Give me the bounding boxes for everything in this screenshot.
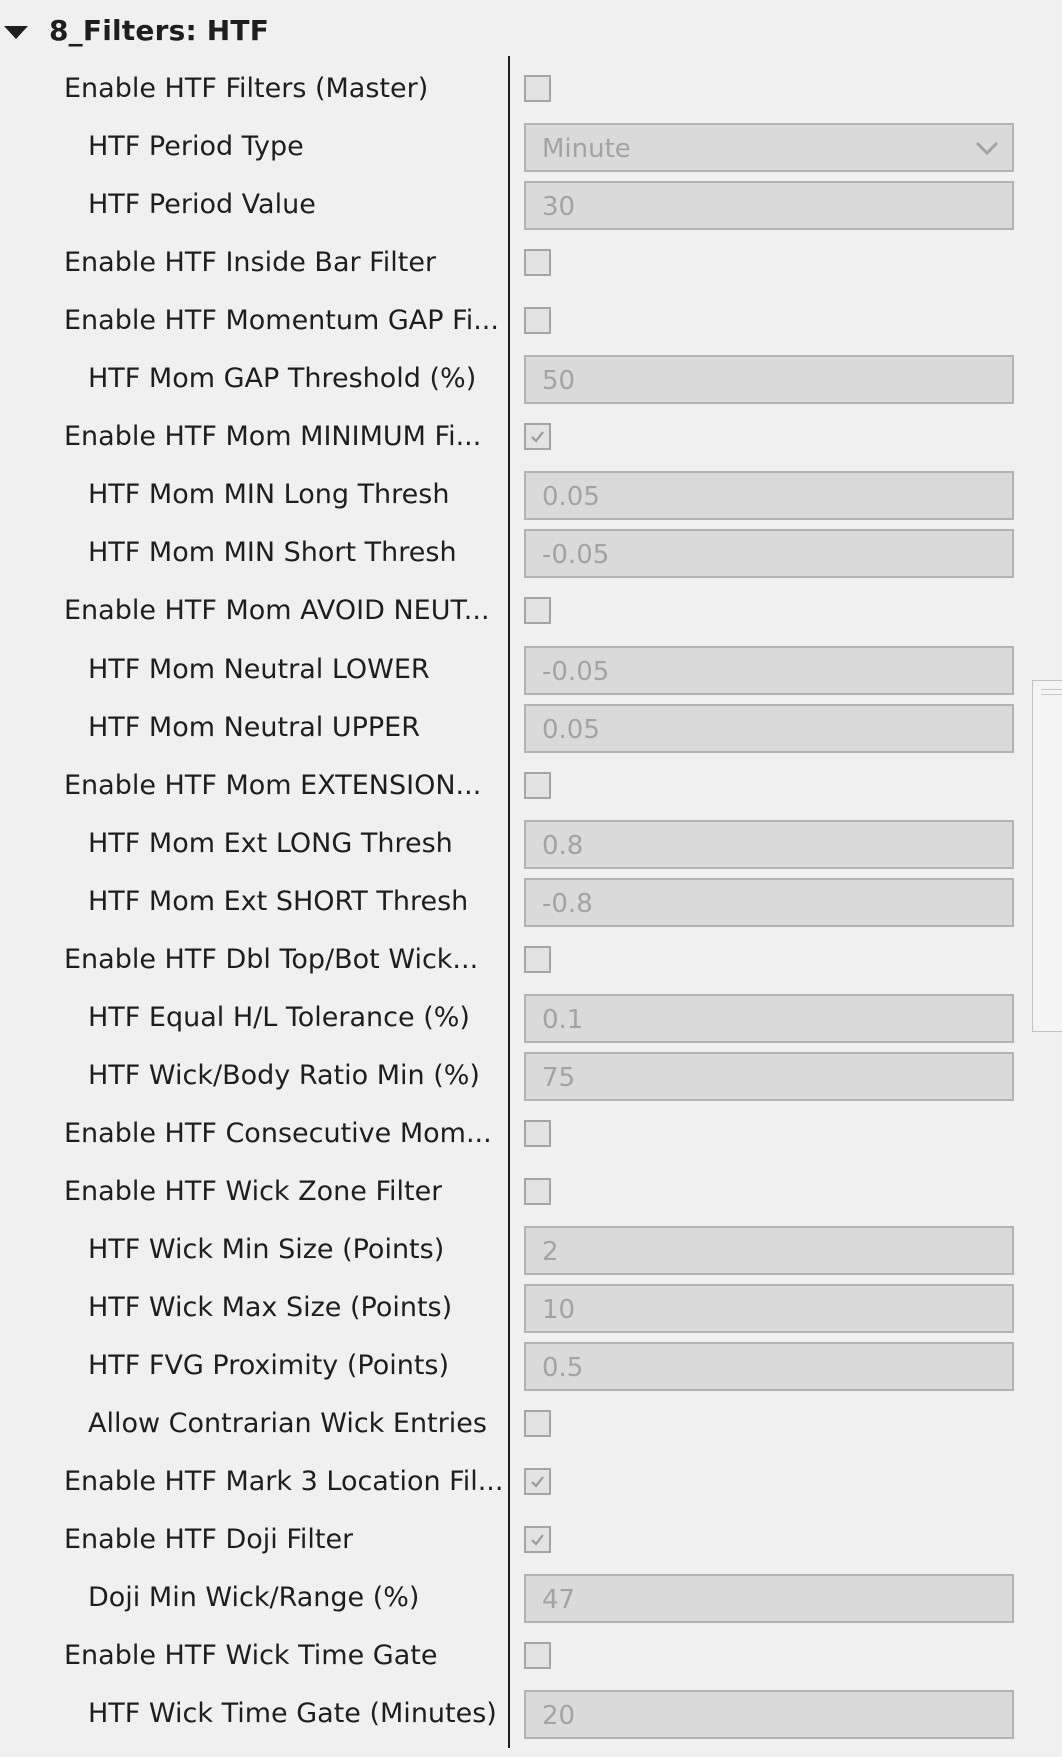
property-input[interactable] xyxy=(524,1690,1014,1739)
property-row xyxy=(0,234,1062,292)
property-value: 0.1 xyxy=(542,1005,584,1035)
property-row xyxy=(0,641,1062,699)
property-label: HTF Wick Max Size (Points) xyxy=(88,1292,453,1323)
property-row xyxy=(0,350,1062,408)
property-row xyxy=(0,1337,1062,1395)
property-row xyxy=(0,1627,1062,1685)
property-label: Doji Min Wick/Range (%) xyxy=(88,1582,420,1613)
chevron-down-icon[interactable] xyxy=(974,137,1000,159)
property-input[interactable] xyxy=(524,646,1014,695)
property-label: HTF Period Type xyxy=(88,131,304,162)
property-row xyxy=(0,524,1062,582)
property-row xyxy=(0,292,1062,350)
property-label: HTF Period Value xyxy=(88,189,316,220)
property-row xyxy=(0,699,1062,757)
property-row xyxy=(0,1511,1062,1569)
property-label: Enable HTF Mark 3 Location Fil... xyxy=(64,1466,504,1497)
property-row xyxy=(0,815,1062,873)
property-row xyxy=(0,1221,1062,1279)
property-label: Enable HTF Consecutive Mom... xyxy=(64,1118,492,1149)
property-value: 10 xyxy=(542,1295,576,1325)
property-label: HTF Mom Ext SHORT Thresh xyxy=(88,886,469,917)
property-input[interactable] xyxy=(524,1052,1014,1101)
property-checkbox[interactable] xyxy=(524,772,551,799)
checkmark-icon xyxy=(526,1470,549,1493)
property-input[interactable] xyxy=(524,181,1014,230)
property-dropdown[interactable] xyxy=(524,123,1014,172)
property-input[interactable] xyxy=(524,820,1014,869)
property-row xyxy=(0,931,1062,989)
property-value: 0.8 xyxy=(542,831,584,861)
property-label: Enable HTF Wick Zone Filter xyxy=(64,1176,443,1207)
property-label: HTF Wick/Body Ratio Min (%) xyxy=(88,1060,480,1091)
property-row xyxy=(0,1047,1062,1105)
property-checkbox[interactable] xyxy=(524,946,551,973)
property-checkbox[interactable] xyxy=(524,423,551,450)
property-value: 0.05 xyxy=(542,482,600,512)
property-input[interactable] xyxy=(524,704,1014,753)
property-row xyxy=(0,466,1062,524)
property-label: Enable HTF Inside Bar Filter xyxy=(64,247,437,278)
property-label: Enable HTF Mom MINIMUM Fi... xyxy=(64,421,482,452)
property-checkbox[interactable] xyxy=(524,1410,551,1437)
property-row xyxy=(0,1279,1062,1337)
property-row xyxy=(0,1685,1062,1743)
property-checkbox[interactable] xyxy=(524,75,551,102)
property-checkbox[interactable] xyxy=(524,1468,551,1495)
property-row xyxy=(0,60,1062,118)
property-input[interactable] xyxy=(524,994,1014,1043)
property-row xyxy=(0,176,1062,234)
property-label: Enable HTF Wick Time Gate xyxy=(64,1640,438,1671)
property-label: Allow Contrarian Wick Entries xyxy=(88,1408,487,1439)
property-label: HTF Equal H/L Tolerance (%) xyxy=(88,1002,470,1033)
property-label: Enable HTF Momentum GAP Fi... xyxy=(64,305,499,336)
property-row xyxy=(0,408,1062,466)
property-value: 0.05 xyxy=(542,715,600,745)
property-label: HTF Mom GAP Threshold (%) xyxy=(88,363,477,394)
property-row xyxy=(0,582,1062,640)
property-checkbox[interactable] xyxy=(524,1178,551,1205)
property-row xyxy=(0,1395,1062,1453)
property-input[interactable] xyxy=(524,878,1014,927)
property-input[interactable] xyxy=(524,471,1014,520)
property-value: 0.5 xyxy=(542,1353,584,1383)
property-value: Minute xyxy=(542,134,631,164)
property-label: HTF Mom Neutral LOWER xyxy=(88,654,430,685)
property-value: 75 xyxy=(542,1063,576,1093)
property-row xyxy=(0,1453,1062,1511)
checkmark-icon xyxy=(526,1528,549,1551)
property-value: -0.8 xyxy=(542,889,593,919)
property-checkbox[interactable] xyxy=(524,307,551,334)
property-label: Enable HTF Doji Filter xyxy=(64,1524,354,1555)
property-row xyxy=(0,757,1062,815)
property-label: HTF Wick Min Size (Points) xyxy=(88,1234,445,1265)
property-row xyxy=(0,989,1062,1047)
property-label: HTF Mom MIN Short Thresh xyxy=(88,537,457,568)
property-value: -0.05 xyxy=(542,657,610,687)
property-checkbox[interactable] xyxy=(524,1642,551,1669)
property-label: Enable HTF Mom AVOID NEUT... xyxy=(64,595,490,626)
property-input[interactable] xyxy=(524,1226,1014,1275)
property-label: HTF FVG Proximity (Points) xyxy=(88,1350,450,1381)
property-value: 47 xyxy=(542,1585,576,1615)
property-row xyxy=(0,873,1062,931)
property-value: 2 xyxy=(542,1237,559,1267)
property-label: Enable HTF Filters (Master) xyxy=(64,73,429,104)
property-label: Enable HTF Mom EXTENSION... xyxy=(64,770,482,801)
property-row xyxy=(0,1163,1062,1221)
group-title: 8_Filters: HTF xyxy=(49,14,270,47)
property-value: 20 xyxy=(542,1701,576,1731)
property-row xyxy=(0,1105,1062,1163)
checkmark-icon xyxy=(526,425,549,448)
property-checkbox[interactable] xyxy=(524,597,551,624)
property-checkbox[interactable] xyxy=(524,249,551,276)
property-input[interactable] xyxy=(524,1574,1014,1623)
property-label: Enable HTF Dbl Top/Bot Wick... xyxy=(64,944,479,975)
property-input[interactable] xyxy=(524,1342,1014,1391)
collapse-arrow-icon[interactable] xyxy=(4,26,28,39)
group-header-htf-filters[interactable] xyxy=(0,0,1062,60)
property-input[interactable] xyxy=(524,355,1014,404)
property-checkbox[interactable] xyxy=(524,1120,551,1147)
property-label: HTF Wick Time Gate (Minutes) xyxy=(88,1698,497,1729)
property-value: 50 xyxy=(542,366,576,396)
property-input[interactable] xyxy=(524,529,1014,578)
property-label: HTF Mom Neutral UPPER xyxy=(88,712,420,743)
property-label: HTF Mom Ext LONG Thresh xyxy=(88,828,453,859)
property-value: -0.05 xyxy=(542,540,610,570)
property-row xyxy=(0,118,1062,176)
property-label: HTF Mom MIN Long Thresh xyxy=(88,479,450,510)
property-checkbox[interactable] xyxy=(524,1526,551,1553)
property-input[interactable] xyxy=(524,1284,1014,1333)
property-row xyxy=(0,1569,1062,1627)
property-value: 30 xyxy=(542,192,576,222)
